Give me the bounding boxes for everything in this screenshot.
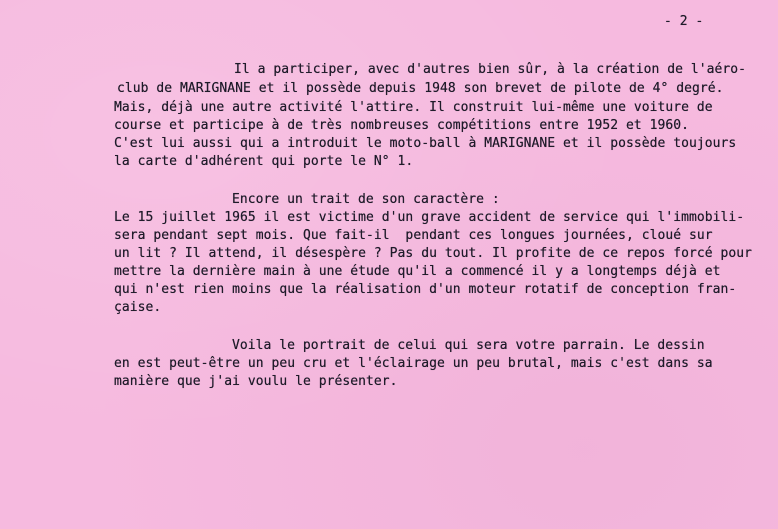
- text-line: mettre la dernière main à une étude qu'il a commencé il y a longtemps déjà et: [114, 264, 721, 279]
- text-line: la carte d'adhérent qui porte le N° 1.: [114, 154, 414, 169]
- text-line: C'est lui aussi qui a introduit le moto-ball à MARIGNANE et il possède toujours: [114, 136, 737, 151]
- text-line: club de MARIGNANE et il possède depuis 1948 son brevet de pilote de 4° degré.: [117, 81, 724, 96]
- text-line: manière que j'ai voulu le présenter.: [114, 374, 398, 389]
- page-number: - 2 -: [664, 14, 704, 29]
- text-line: çaise.: [114, 300, 162, 315]
- text-line: qui n'est rien moins que la réalisation d'un moteur rotatif de conception fran-: [114, 282, 737, 297]
- text-line: course et participe à de très nombreuses compétitions entre 1952 et 1960.: [114, 118, 689, 133]
- text-line: Mais, déjà une autre activité l'attire. Il construit lui-même une voiture de: [114, 100, 713, 115]
- text-line: Encore un trait de son caractère :: [232, 192, 500, 207]
- text-line: Il a participer, avec d'autres bien sûr, à la création de l'aéro-: [234, 62, 746, 77]
- text-line: en est peut-être un peu cru et l'éclairage un peu brutal, mais c'est dans sa: [114, 356, 713, 371]
- text-line: Voila le portrait de celui qui sera votre parrain. Le dessin: [232, 338, 705, 353]
- text-line: sera pendant sept mois. Que fait-il pendant ces longues journées, cloué sur: [114, 228, 713, 243]
- text-line: un lit ? Il attend, il désespère ? Pas du tout. Il profite de ce repos forcé pour: [114, 246, 753, 261]
- text-line: Le 15 juillet 1965 il est victime d'un grave accident de service qui l'immobili-: [114, 210, 745, 225]
